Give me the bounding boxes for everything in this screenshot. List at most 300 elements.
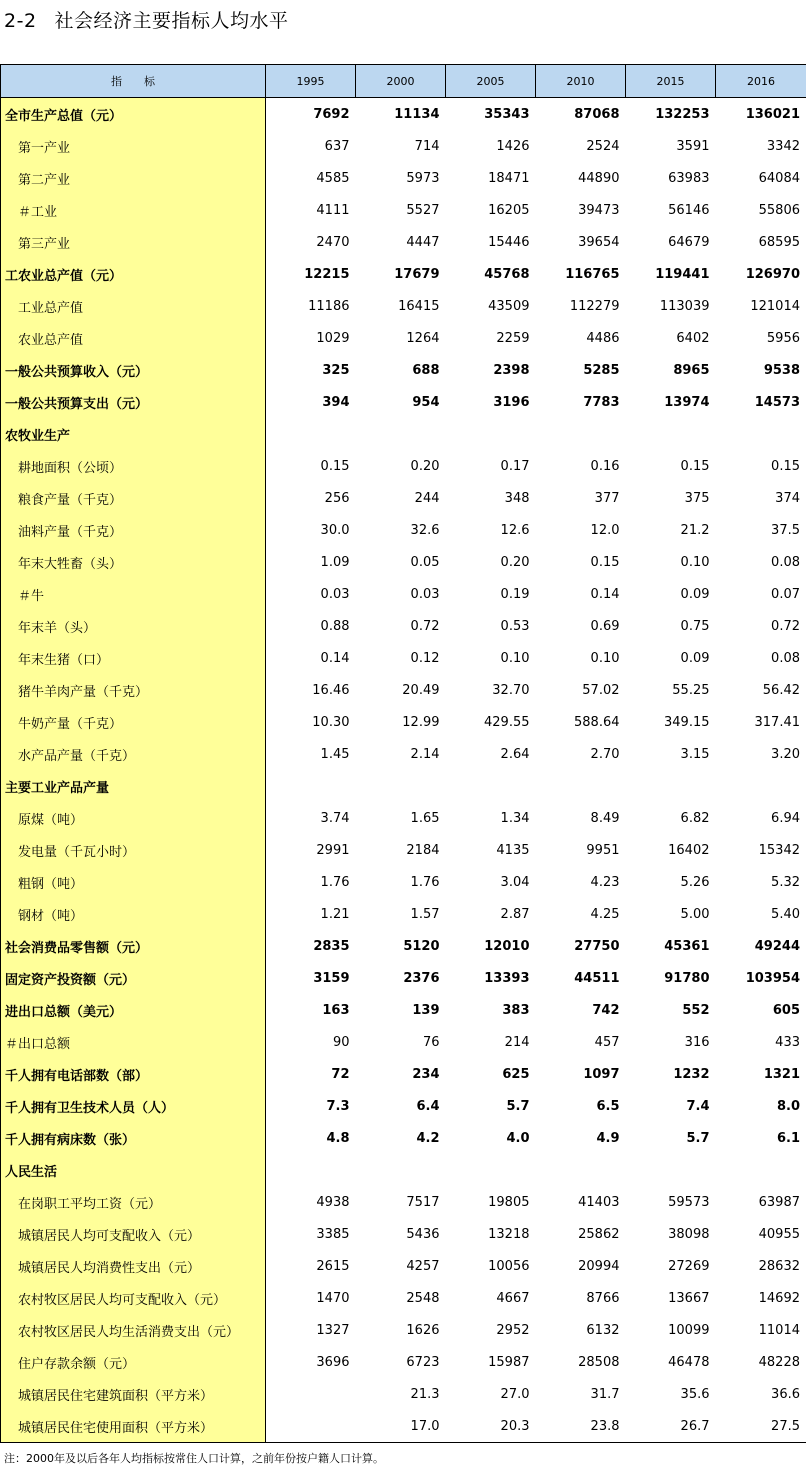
row-value: 0.08 [716, 642, 806, 674]
row-value: 7783 [583, 394, 620, 410]
row-value: 375 [684, 490, 710, 506]
row-value: 2.64 [500, 746, 530, 762]
row-value: 56146 [668, 202, 710, 218]
row-value: 0.03 [320, 586, 350, 602]
row-value: 2548 [406, 1290, 440, 1306]
row-label: 发电量（千瓦小时） [1, 834, 266, 866]
row-value: 2259 [496, 330, 530, 346]
table-row [1, 1282, 806, 1314]
row-value: 688 [412, 362, 440, 378]
row-value: 1.21 [320, 906, 350, 922]
row-value: 27750 [574, 938, 620, 954]
row-value: 59573 [668, 1194, 710, 1210]
row-value: 2.70 [590, 746, 620, 762]
row-value: 163 [322, 1002, 350, 1018]
row-value: 5956 [716, 322, 806, 354]
row-value [266, 1378, 356, 1410]
row-value: 136021 [716, 98, 806, 131]
row-value [266, 1154, 356, 1186]
row-label: 千人拥有电话部数（部） [1, 1058, 266, 1090]
row-label: 牛奶产量（千克） [1, 706, 266, 738]
row-value: 63987 [716, 1186, 806, 1218]
row-value: 0.72 [716, 610, 806, 642]
row-value: 5436 [406, 1226, 440, 1242]
table-row [1, 1122, 806, 1154]
row-value: 1.34 [500, 810, 530, 826]
row-value: 20.49 [402, 682, 440, 698]
row-value: 5.40 [716, 898, 806, 930]
row-label: 第三产业 [1, 226, 266, 258]
row-value: 742 [592, 1002, 620, 1018]
row-value: 16.46 [312, 682, 350, 698]
row-value: 1264 [406, 330, 440, 346]
table-row [1, 674, 806, 706]
row-label: 千人拥有病床数（张） [1, 1122, 266, 1154]
header-year: 1995 [266, 65, 356, 98]
row-value: 56.42 [716, 674, 806, 706]
row-value: 7692 [313, 106, 350, 122]
row-value: 6132 [586, 1322, 620, 1338]
row-value: 0.15 [716, 450, 806, 482]
row-value: 14692 [716, 1282, 806, 1314]
row-value: 4486 [586, 330, 620, 346]
row-value: 8766 [586, 1290, 620, 1306]
row-value: 9951 [586, 842, 620, 858]
row-value: 15342 [716, 834, 806, 866]
row-value: 637 [324, 138, 350, 154]
row-value: 72 [331, 1066, 350, 1082]
row-value: 5527 [406, 202, 440, 218]
row-value: 552 [682, 1002, 710, 1018]
row-value: 714 [414, 138, 440, 154]
row-value: 40955 [716, 1218, 806, 1250]
row-value: 35343 [484, 106, 530, 122]
row-value: 6.5 [596, 1098, 620, 1114]
row-value: 10056 [488, 1258, 530, 1274]
row-value: 3591 [676, 138, 710, 154]
row-value: 11134 [394, 106, 440, 122]
row-value: 429.55 [484, 714, 530, 730]
row-value: 0.10 [500, 650, 530, 666]
row-value [626, 770, 716, 802]
row-value: 1.57 [410, 906, 440, 922]
row-value: 68595 [716, 226, 806, 258]
row-value: 1.45 [320, 746, 350, 762]
row-value: 27.5 [716, 1410, 806, 1443]
row-value: 10099 [668, 1322, 710, 1338]
table-row [1, 386, 806, 418]
row-value: 3696 [316, 1354, 350, 1370]
row-value: 234 [412, 1066, 440, 1082]
row-value: 13667 [668, 1290, 710, 1306]
row-label: 住户存款余额（元） [1, 1346, 266, 1378]
row-value: 16415 [398, 298, 440, 314]
row-label: ＃工业 [1, 194, 266, 226]
row-value: 4667 [496, 1290, 530, 1306]
row-value: 0.15 [320, 458, 350, 474]
table-title: 社会经济主要指标人均水平 [54, 10, 289, 32]
table-row [1, 418, 806, 450]
row-value: 0.10 [680, 554, 710, 570]
row-value: 5120 [403, 938, 440, 954]
row-label: ＃牛 [1, 578, 266, 610]
row-value: 0.72 [410, 618, 440, 634]
row-value: 954 [412, 394, 440, 410]
row-value: 12.99 [402, 714, 440, 730]
row-label: 城镇居民人均可支配收入（元） [1, 1218, 266, 1250]
row-value: 26.7 [626, 1410, 716, 1443]
row-value: 8.0 [716, 1090, 806, 1122]
row-value: 9538 [716, 354, 806, 386]
row-value: 43509 [488, 298, 530, 314]
row-value: 10.30 [312, 714, 350, 730]
row-value [536, 770, 626, 802]
row-value: 20.3 [446, 1410, 536, 1443]
row-value: 6.4 [416, 1098, 440, 1114]
row-value: 12010 [484, 938, 530, 954]
row-value: 5973 [406, 170, 440, 186]
row-value: 13393 [484, 970, 530, 986]
row-value: 2991 [316, 842, 350, 858]
row-value: 6402 [676, 330, 710, 346]
row-value: 28632 [716, 1250, 806, 1282]
row-value: 39654 [578, 234, 620, 250]
page-title [4, 6, 289, 33]
row-label: 年末生猪（口） [1, 642, 266, 674]
row-value: 433 [716, 1026, 806, 1058]
row-value: 0.14 [590, 586, 620, 602]
row-label: 一般公共预算支出（元） [1, 386, 266, 418]
row-value: 1029 [316, 330, 350, 346]
row-value: 5.00 [680, 906, 710, 922]
row-value: 121014 [716, 290, 806, 322]
row-value: 6.1 [716, 1122, 806, 1154]
row-value: 256 [324, 490, 350, 506]
table-row [1, 1378, 806, 1410]
row-value: 20994 [578, 1258, 620, 1274]
row-value: 45768 [484, 266, 530, 282]
row-value: 44511 [574, 970, 620, 986]
footnote: 注：2000年及以后各年人均指标按常住人口计算，之前年份按户籍人口计算。 [4, 1452, 384, 1465]
row-value: 27269 [668, 1258, 710, 1274]
row-label: 农业总产值 [1, 322, 266, 354]
row-value: 21.3 [410, 1386, 440, 1402]
row-value: 35.6 [680, 1386, 710, 1402]
row-value: 13974 [664, 394, 710, 410]
row-value: 14573 [716, 386, 806, 418]
row-label: 城镇居民住宅建筑面积（平方米） [1, 1378, 266, 1410]
row-value: 3342 [716, 130, 806, 162]
row-label: 水产品产量（千克） [1, 738, 266, 770]
row-label: 耕地面积（公顷） [1, 450, 266, 482]
row-value: 6.94 [716, 802, 806, 834]
row-label: 社会消费品零售额（元） [1, 930, 266, 962]
row-value: 625 [502, 1066, 530, 1082]
row-value: 588.64 [574, 714, 620, 730]
row-value: 3.20 [716, 738, 806, 770]
row-value: 4135 [496, 842, 530, 858]
row-value: 5.32 [716, 866, 806, 898]
row-value: 5.7 [686, 1130, 710, 1146]
row-value: 18471 [488, 170, 530, 186]
row-value: 2184 [406, 842, 440, 858]
table-row [1, 1314, 806, 1346]
table-row [1, 130, 806, 162]
row-label: 原煤（吨） [1, 802, 266, 834]
row-value: 5285 [583, 362, 620, 378]
row-label: 全市生产总值（元） [1, 98, 266, 131]
row-value: 32.70 [492, 682, 530, 698]
row-value [266, 1410, 356, 1443]
row-value: 1321 [716, 1058, 806, 1090]
row-label: 在岗职工平均工资（元） [1, 1186, 266, 1218]
row-label: 人民生活 [1, 1154, 266, 1186]
row-value: 374 [716, 482, 806, 514]
row-value: 394 [322, 394, 350, 410]
row-value: 2.87 [500, 906, 530, 922]
row-value: 48228 [716, 1346, 806, 1378]
row-value: 0.16 [590, 458, 620, 474]
table-row [1, 642, 806, 674]
table-row [1, 226, 806, 258]
row-value [536, 418, 626, 450]
table-row [1, 1154, 806, 1186]
row-value: 25862 [578, 1226, 620, 1242]
row-label: 粗钢（吨） [1, 866, 266, 898]
row-value: 4585 [316, 170, 350, 186]
row-value: 57.02 [582, 682, 620, 698]
row-value: 325 [322, 362, 350, 378]
row-value: 348 [504, 490, 530, 506]
row-label: 猪牛羊肉产量（千克） [1, 674, 266, 706]
row-value: 2.14 [410, 746, 440, 762]
row-value: 32.6 [410, 522, 440, 538]
row-label: 油料产量（千克） [1, 514, 266, 546]
row-value [356, 418, 446, 450]
row-value: 55806 [716, 194, 806, 226]
row-value: 41403 [578, 1194, 620, 1210]
row-label: 城镇居民住宅使用面积（平方米） [1, 1410, 266, 1443]
row-value: 64679 [668, 234, 710, 250]
row-value: 3196 [493, 394, 530, 410]
row-value: 16402 [668, 842, 710, 858]
table-row [1, 610, 806, 642]
row-label: 粮食产量（千克） [1, 482, 266, 514]
row-value: 1.76 [320, 874, 350, 890]
row-value: 11186 [308, 298, 350, 314]
row-value: 2952 [496, 1322, 530, 1338]
row-label: 城镇居民人均消费性支出（元） [1, 1250, 266, 1282]
row-value: 12.6 [500, 522, 530, 538]
row-value: 0.03 [410, 586, 440, 602]
row-label: 一般公共预算收入（元） [1, 354, 266, 386]
row-value: 2835 [313, 938, 350, 954]
row-value: 0.75 [680, 618, 710, 634]
row-value: 5.26 [680, 874, 710, 890]
row-value: 0.09 [680, 586, 710, 602]
row-value: 17.0 [356, 1410, 446, 1443]
row-label: 农村牧区居民人均可支配收入（元） [1, 1282, 266, 1314]
row-value: 126970 [716, 258, 806, 290]
row-value [446, 770, 536, 802]
row-value: 4111 [316, 202, 350, 218]
table-row [1, 1218, 806, 1250]
table-row [1, 898, 806, 930]
row-label: 工业总产值 [1, 290, 266, 322]
row-value: 0.17 [500, 458, 530, 474]
table-row [1, 770, 806, 802]
table-row [1, 706, 806, 738]
header-year: 2000 [356, 65, 446, 98]
row-value: 7517 [406, 1194, 440, 1210]
row-value: 0.53 [500, 618, 530, 634]
row-value: 0.09 [680, 650, 710, 666]
row-value: 6723 [406, 1354, 440, 1370]
row-value: 605 [716, 994, 806, 1026]
header-year: 2015 [626, 65, 716, 98]
row-value: 132253 [655, 106, 710, 122]
table-row [1, 1090, 806, 1122]
row-value: 87068 [574, 106, 620, 122]
row-value: 244 [414, 490, 440, 506]
row-value: 64084 [716, 162, 806, 194]
row-value: 76 [422, 1034, 440, 1050]
row-value: 0.07 [716, 578, 806, 610]
table-row [1, 322, 806, 354]
row-value: 13218 [488, 1226, 530, 1242]
row-value: 30.0 [320, 522, 350, 538]
row-value: 383 [502, 1002, 530, 1018]
row-value [716, 418, 806, 450]
row-value: 2470 [316, 234, 350, 250]
row-value: 3159 [313, 970, 350, 986]
row-value: 21.2 [680, 522, 710, 538]
header-year: 2005 [446, 65, 536, 98]
table-row [1, 1026, 806, 1058]
row-value: 17679 [394, 266, 440, 282]
row-value: 15446 [488, 234, 530, 250]
row-value: 139 [412, 1002, 440, 1018]
table-row [1, 578, 806, 610]
table-row [1, 1250, 806, 1282]
row-label: ＃出口总额 [1, 1026, 266, 1058]
row-value: 4.8 [326, 1130, 350, 1146]
row-value: 4.9 [596, 1130, 620, 1146]
row-value: 0.12 [410, 650, 440, 666]
row-value [716, 770, 806, 802]
table-row [1, 1058, 806, 1090]
row-value: 63983 [668, 170, 710, 186]
row-label: 年末羊（头） [1, 610, 266, 642]
row-value: 16205 [488, 202, 530, 218]
table-row [1, 482, 806, 514]
table-row [1, 866, 806, 898]
row-value: 1470 [316, 1290, 350, 1306]
row-value: 1.65 [410, 810, 440, 826]
row-value [446, 1154, 536, 1186]
row-value: 90 [332, 1034, 350, 1050]
row-value: 0.05 [410, 554, 440, 570]
row-value: 49244 [716, 930, 806, 962]
table-row [1, 162, 806, 194]
row-value: 0.88 [320, 618, 350, 634]
row-value [266, 418, 356, 450]
indicator-table [0, 64, 806, 1443]
row-value: 214 [504, 1034, 530, 1050]
row-value: 0.15 [590, 554, 620, 570]
row-value: 5.7 [506, 1098, 530, 1114]
row-value: 38098 [668, 1226, 710, 1242]
row-value: 0.15 [680, 458, 710, 474]
row-label: 主要工业产品产量 [1, 770, 266, 802]
row-value: 2615 [316, 1258, 350, 1274]
table-row [1, 1410, 806, 1443]
table-number: 2-2 [4, 10, 37, 32]
row-label: 进出口总额（美元） [1, 994, 266, 1026]
row-value: 1.09 [320, 554, 350, 570]
row-value [356, 1154, 446, 1186]
row-value: 55.25 [672, 682, 710, 698]
row-value: 377 [594, 490, 620, 506]
row-value: 113039 [659, 298, 710, 314]
row-value: 0.19 [500, 586, 530, 602]
row-value: 3.15 [680, 746, 710, 762]
row-value: 28508 [578, 1354, 620, 1370]
row-value: 12215 [304, 266, 350, 282]
row-label: 第二产业 [1, 162, 266, 194]
row-value: 3.74 [320, 810, 350, 826]
row-value: 31.7 [590, 1386, 620, 1402]
table-row [1, 930, 806, 962]
row-value: 4938 [316, 1194, 350, 1210]
table-row [1, 834, 806, 866]
row-value: 1232 [673, 1066, 710, 1082]
row-label: 年末大牲畜（头） [1, 546, 266, 578]
header-row [1, 65, 806, 98]
row-value: 3385 [316, 1226, 350, 1242]
row-value: 457 [594, 1034, 620, 1050]
row-value: 23.8 [536, 1410, 626, 1443]
row-value: 39473 [578, 202, 620, 218]
row-value: 37.5 [716, 514, 806, 546]
table-body [1, 98, 806, 1443]
row-value: 1097 [583, 1066, 620, 1082]
table-row [1, 450, 806, 482]
table-row [1, 258, 806, 290]
row-value: 103954 [716, 962, 806, 994]
row-value: 116765 [565, 266, 620, 282]
header-indicator: 指标 [1, 65, 266, 98]
table-row [1, 98, 806, 131]
row-value [446, 418, 536, 450]
table-row [1, 994, 806, 1026]
row-value: 4.23 [590, 874, 620, 890]
row-value: 0.14 [320, 650, 350, 666]
row-value: 4447 [406, 234, 440, 250]
row-value: 2398 [493, 362, 530, 378]
row-label: 千人拥有卫生技术人员（人） [1, 1090, 266, 1122]
row-label: 农牧业生产 [1, 418, 266, 450]
table-row [1, 194, 806, 226]
row-value: 7.3 [326, 1098, 350, 1114]
table-row [1, 514, 806, 546]
row-value: 36.6 [716, 1378, 806, 1410]
row-value: 8965 [673, 362, 710, 378]
row-value [716, 1154, 806, 1186]
row-value: 4.25 [590, 906, 620, 922]
table-row [1, 802, 806, 834]
row-value: 11014 [716, 1314, 806, 1346]
